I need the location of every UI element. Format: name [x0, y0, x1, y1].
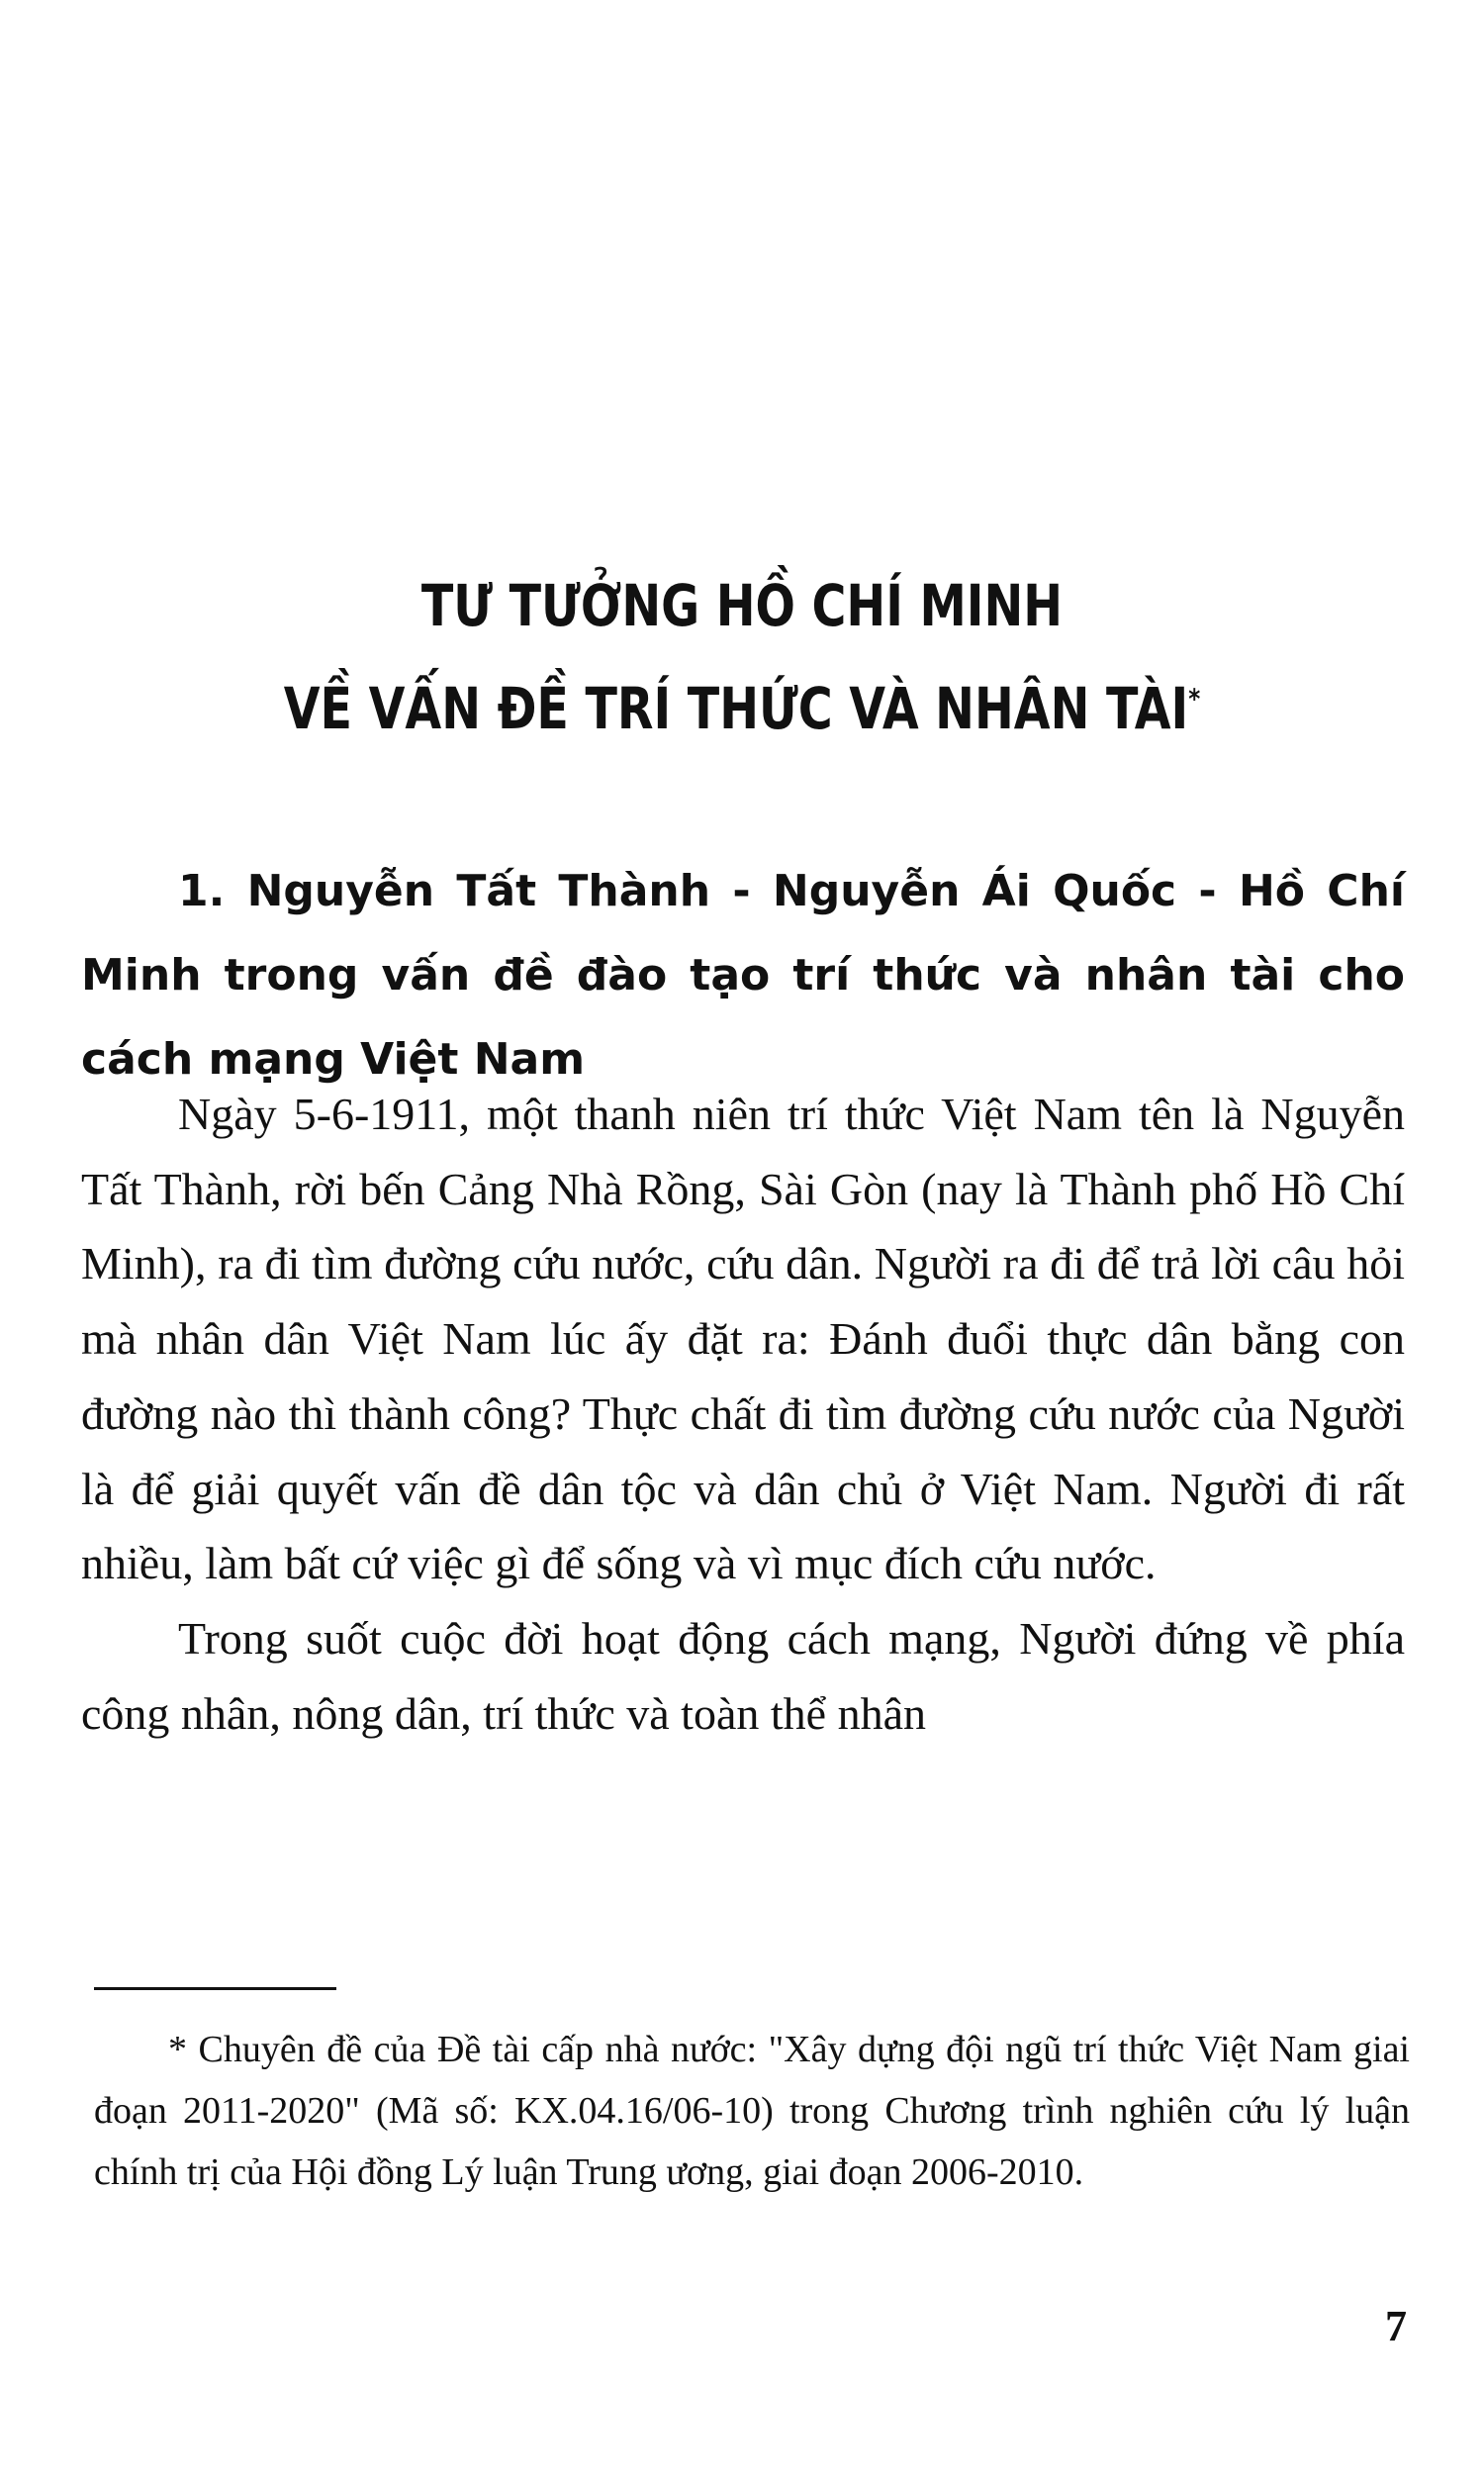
footnote-divider	[94, 1987, 336, 1990]
paragraph-1: Ngày 5-6-1911, một thanh niên trí thức Việt Nam tên là Nguyễn Tất Thành, rời bến Cảng Nhà Rồng, Sài Gòn (nay là Thành phố Hồ Chí Minh), ra đi tìm đường cứu nước, cứu dân. Người ra đi để trả lời câu hỏi mà nhân dân Việt Nam lúc ấy đặt ra: Đánh đuổi thực dân bằng con đường nào thì thành công? Thực chất đi tìm đường cứu nước của Người là để giải quyết vấn đề dân tộc và dân chủ ở Việt Nam. Người đi rất nhiều, làm bất cứ việc gì để sống và vì mục đích cứu nước.	[81, 1089, 1405, 1589]
footnote: * Chuyên đề của Đề tài cấp nhà nước: "Xây dựng đội ngũ trí thức Việt Nam giai đoạn 2011-2020" (Mã số: KX.04.16/06-10) trong Chương trình nghiên cứu lý luận chính trị của Hội đồng Lý luận Trung ương, giai đoạn 2006-2010.	[94, 2029, 1410, 2193]
chapter-title-line-2	[134, 657, 1350, 760]
page-number: 7	[1385, 2302, 1407, 2350]
chapter-title-line-1: TƯ TƯỞNG HỒ CHÍ MINH	[420, 572, 1064, 639]
section-heading: 1. Nguyễn Tất Thành - Nguyễn Ái Quốc - Hồ Chí Minh trong vấn đề đào tạo trí thức và nhân tài cho cách mạng Việt Nam	[81, 866, 1405, 1085]
footnote-marker: *	[1188, 682, 1201, 715]
chapter-title-line-2-text: VỀ VẤN ĐỀ TRÍ THỨC VÀ NHÂN TÀI	[283, 675, 1189, 742]
paragraph-2: Trong suốt cuộc đời hoạt động cách mạng, Người đứng về phía công nhân, nông dân, trí thức và toàn thể nhân	[81, 1612, 1405, 1739]
body-text	[81, 1077, 1405, 1751]
chapter-title	[134, 554, 1350, 760]
